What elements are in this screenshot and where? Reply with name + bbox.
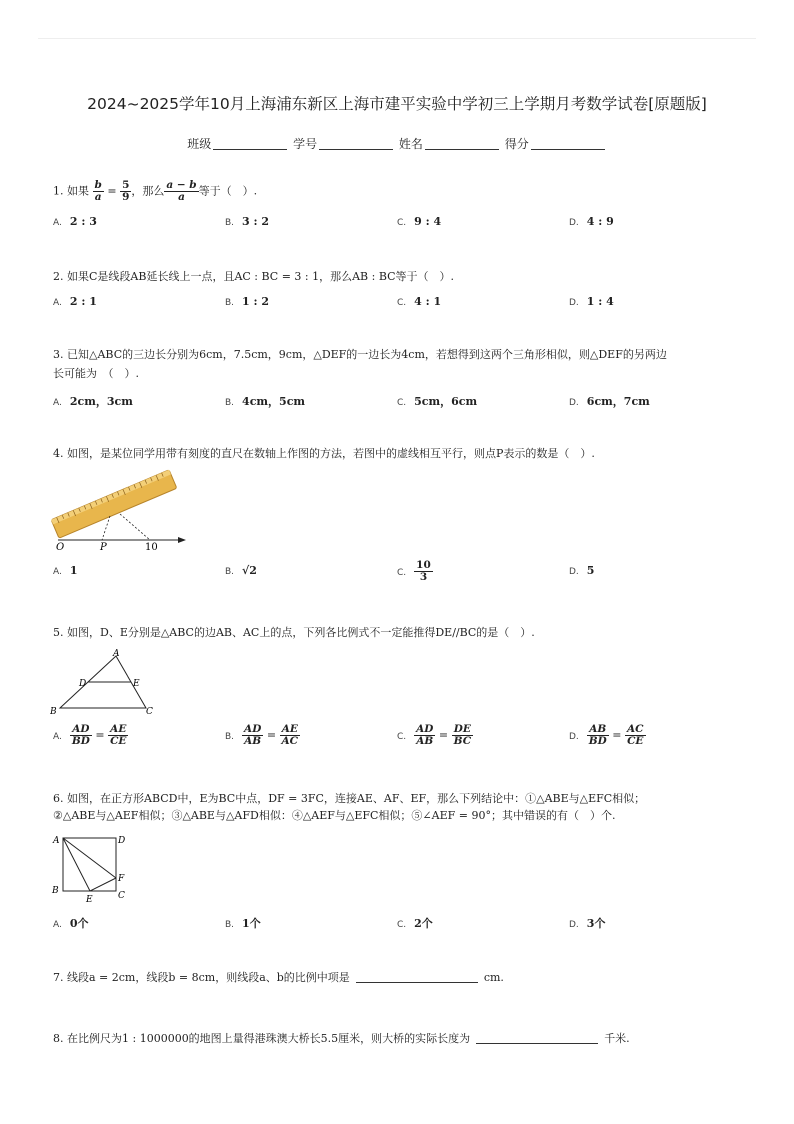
student-info-row <box>0 135 794 152</box>
dashed-line-10 <box>120 514 150 540</box>
class-label: 班级 <box>187 137 212 151</box>
segment-af <box>63 838 116 878</box>
svg-text:D: D <box>79 679 87 689</box>
fraction: $\frac{5}{9}$ <box>122 179 130 203</box>
options-q4 <box>53 559 753 584</box>
fraction: $\frac{a - b}{a}$ <box>166 179 197 203</box>
question-4: 4. 如图，是某位同学用带有刻度的直尺在数轴上作图的方法，若图中的虚线相互平行，则点P表示的数是（ ）. <box>53 447 595 460</box>
score-label: 得分 <box>504 137 529 151</box>
option-d[interactable]: D. 6cm，7cm <box>569 395 650 408</box>
option-d[interactable]: D. 5 <box>569 564 595 577</box>
question-2: 2. 如果C是线段AB延长线上一点，且AC : BC = 3 : 1，那么AB : BC等于（ ）. <box>53 270 455 283</box>
option-b[interactable]: B. 3 : 2 <box>225 215 270 228</box>
question-3-line2: 长可能为 （ ）. <box>53 367 139 380</box>
option-a[interactable]: A. 2 : 1 <box>53 295 97 308</box>
options-q6 <box>53 915 753 935</box>
fraction: $\frac{b}{a}$ <box>94 179 102 203</box>
options-q1 <box>53 215 753 235</box>
option-b[interactable]: B. √2 <box>225 564 257 577</box>
option-b[interactable]: B. 1 : 2 <box>225 295 270 308</box>
svg-text:C: C <box>146 707 153 717</box>
option-b[interactable]: B. 1个 <box>225 917 261 930</box>
svg-text:C: C <box>118 891 125 901</box>
option-c[interactable]: C. 5cm，6cm <box>397 395 478 408</box>
question-6-line2: ②△ABE与△AEF相似；③△ABE与△AFD相似：④△AEF与△EFC相似；⑤∠AEF = 90°；其中错误的有（ ）个. <box>53 809 616 822</box>
option-c[interactable]: C. $\frac{AD}{AB}$ = $\frac{DE}{BC}$ <box>397 723 472 747</box>
option-a[interactable]: A. $\frac{AD}{BD}$ = $\frac{AE}{CE}$ <box>53 723 127 747</box>
option-a[interactable]: A. 1 <box>53 564 78 577</box>
question-7: 7. 线段a = 2cm，线段b = 8cm，则线段a、b的比例中项是 cm. <box>53 971 504 984</box>
label-10: 10 <box>145 542 158 553</box>
svg-text:E: E <box>133 679 140 689</box>
segment-ef <box>90 878 116 891</box>
label-o: O <box>56 542 65 553</box>
label-p: P <box>100 542 107 553</box>
option-c[interactable]: C. $\frac{10}{3}$ <box>397 559 431 583</box>
option-c[interactable]: C. 4 : 1 <box>397 295 442 308</box>
option-a[interactable]: A. 0个 <box>53 917 89 930</box>
name-label: 姓名 <box>398 137 423 151</box>
option-a[interactable]: A. 2 : 3 <box>53 215 97 228</box>
segment-ae <box>63 838 90 891</box>
svg-text:E: E <box>86 895 93 905</box>
id-blank[interactable] <box>319 137 393 150</box>
header-rule <box>38 38 756 39</box>
option-a[interactable]: A. 2cm，3cm <box>53 395 133 408</box>
axis-arrow <box>178 537 186 543</box>
option-d[interactable]: D. $\frac{AB}{BD}$ = $\frac{AC}{CE}$ <box>569 723 644 747</box>
question-3: 3. 已知△ABC的三边长分别为6cm，7.5cm，9cm，△DEF的一边长为4cm，若想得到这两个三角形相似，则△DEF的另两边 <box>53 348 667 361</box>
square-abcd-figure <box>50 830 135 906</box>
svg-text:F: F <box>118 874 125 884</box>
page-title: 2024~2025学年10月上海浦东新区上海市建平实验中学初三上学期月考数学试卷[原题版] <box>87 95 707 113</box>
question-8: 8. 在比例尺为1 : 1000000的地图上量得港珠澳大桥长5.5厘米，则大桥的实际长度为 千米. <box>53 1032 630 1045</box>
svg-text:A: A <box>113 649 120 659</box>
answer-blank-q8[interactable] <box>476 1031 598 1044</box>
class-blank[interactable] <box>213 137 287 150</box>
svg-text:D: D <box>118 836 126 846</box>
triangle-abc-figure <box>50 648 160 718</box>
ruler-numberline-figure <box>50 468 195 554</box>
option-b[interactable]: B. $\frac{AD}{AB}$ = $\frac{AE}{AC}$ <box>225 723 299 747</box>
ruler <box>51 470 177 538</box>
svg-text:B: B <box>50 707 57 717</box>
svg-text:B: B <box>52 886 59 896</box>
id-label: 学号 <box>293 137 318 151</box>
option-d[interactable]: D. 3个 <box>569 917 606 930</box>
option-d[interactable]: D. 4 : 9 <box>569 215 614 228</box>
option-d[interactable]: D. 1 : 4 <box>569 295 614 308</box>
options-q3 <box>53 393 753 413</box>
question-5: 5. 如图，D、E分别是△ABC的边AB、AC上的点，下列各比例式不一定能推得DE//BC的是（ ）. <box>53 626 535 639</box>
svg-text:A: A <box>53 836 60 846</box>
square-abcd <box>63 838 116 891</box>
option-b[interactable]: B. 4cm，5cm <box>225 395 306 408</box>
score-blank[interactable] <box>531 137 605 150</box>
question-1: 1. 如果 $\frac{b}{a}$ = $\frac{5}{9}$ ，那么 $\frac{a - b}{a}$ 等于（ ）. <box>53 179 258 203</box>
options-q2 <box>53 295 753 315</box>
options-q5 <box>53 724 753 754</box>
name-blank[interactable] <box>425 137 499 150</box>
answer-blank-q7[interactable] <box>356 970 478 983</box>
option-c[interactable]: C. 9 : 4 <box>397 215 442 228</box>
option-c[interactable]: C. 2个 <box>397 917 433 930</box>
question-6: 6. 如图，在正方形ABCD中，E为BC中点，DF = 3FC，连接AE、AF、EF，那么下列结论中：①△ABE与△EFC相似； <box>53 792 646 805</box>
